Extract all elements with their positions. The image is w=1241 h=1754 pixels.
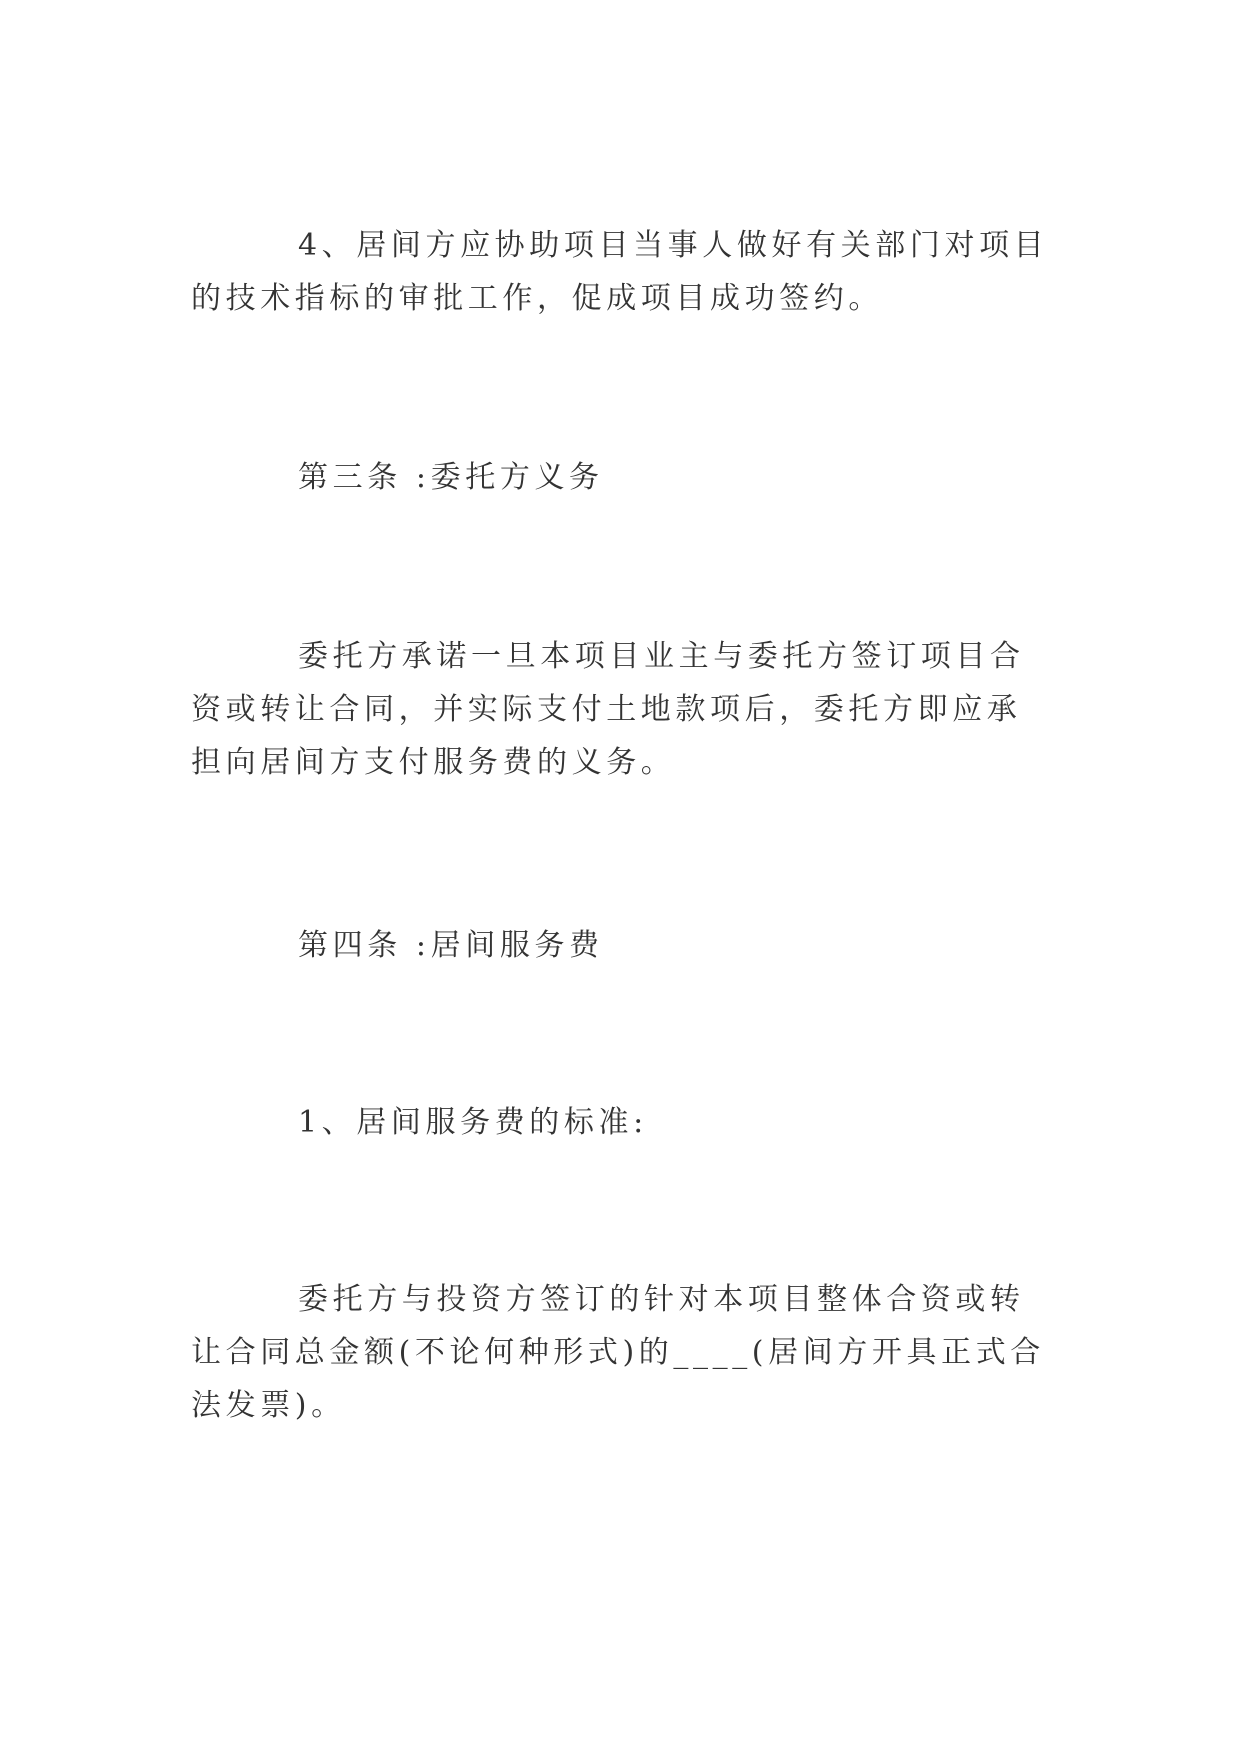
paragraph-assist-approval: 4、居间方应协助项目当事人做好有关部门对项目的技术指标的审批工作，促成项目成功签约。 [191, 228, 1049, 316]
paragraph-fee-amount: 委托方与投资方签订的针对本项目整体合资或转让合同总金额(不论何种形式)的____(居间方开具正式合法发票)。 [191, 1282, 1045, 1423]
paragraph-client-obligation: 委托方承诺一旦本项目业主与委托方签订项目合资或转让合同，并实际支付土地款项后，委托方即应承担向居间方支付服务费的义务。 [191, 639, 1025, 780]
paragraph-fee-standard: 1、居间服务费的标准: [298, 1105, 648, 1140]
heading-article-four: 第四条 :居间服务费 [298, 928, 604, 963]
heading-article-three: 第三条 :委托方义务 [298, 460, 604, 495]
